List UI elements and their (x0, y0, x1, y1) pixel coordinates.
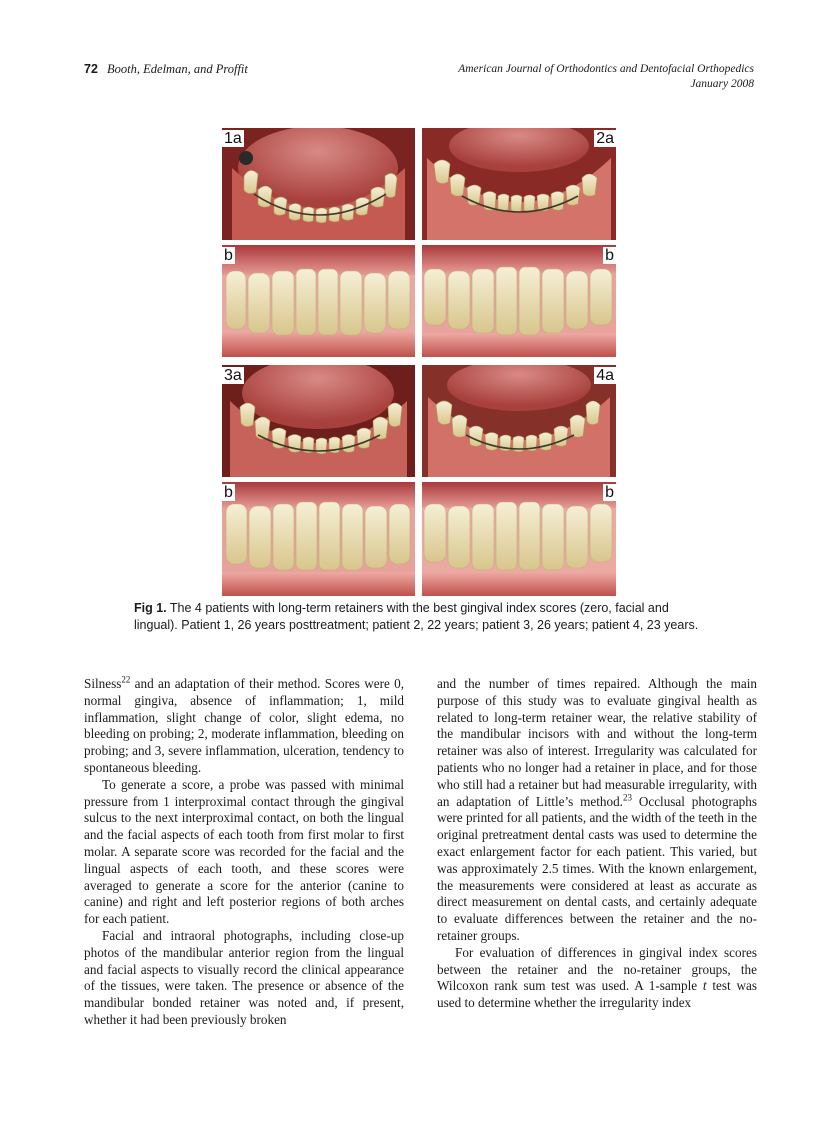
figure-1 (222, 128, 616, 608)
running-header-right (458, 62, 754, 92)
citation-ref: 23 (622, 792, 632, 803)
panel-label-2a: 2a (596, 130, 614, 147)
italic-t: t (702, 978, 707, 994)
citation-ref: 22 (121, 674, 131, 685)
photo-patient1-lingual (222, 128, 415, 240)
paragraph-text: Occlusal photographs were printed for all patients, and the width of the teeth in the original pretreatment dental casts was used to determine the exact enlargement factor for each patient. This varied, but was approximately 2.5 times. With the known enlargement, the measurements were considered at least as accurate as direct measurement on dental casts, and certainly adequate to evaluate differences between the retainer and the no-retainer groups. (437, 793, 757, 943)
panel-label-2b: b (605, 247, 614, 264)
header-authors: Booth, Edelman, and Proffit (107, 62, 248, 76)
panel-label-1b: b (224, 247, 233, 264)
page-number: 72 (84, 62, 98, 76)
photo-patient2-lingual (422, 128, 616, 240)
body-column-right (437, 676, 757, 1012)
paragraph (437, 945, 757, 1012)
paragraph-text: test was used to determine whether the irregularity index (437, 978, 757, 1011)
figure-caption (134, 600, 708, 634)
paragraph: To generate a score, a probe was passed with minimal pressure from 1 interproximal contact through the gingival sulcus to the next interproximal contact, on both the lingual and the facial aspects of each tooth from first molar to first molar. A separate score was recorded for the facial and the lingual aspects of each tooth, and these scores were averaged to generate a score for the anterior (canine to canine) and right and left posterior regions of both arches for each patient. (84, 776, 404, 927)
photo-patient3-lingual (222, 365, 415, 477)
panel-label-3a: 3a (224, 367, 242, 384)
panel-label-4a: 4a (596, 367, 614, 384)
figure-caption-label: Fig 1. (134, 601, 167, 615)
paragraph: Facial and intraoral photographs, including close-up photos of the mandibular anterior region from the lingual and facial aspects to visually record the clinical appearance of the tissues, were taken. The presence or absence of the mandibular bonded retainer was noted and, if present, whether it had been previously broken (84, 927, 404, 1027)
photo-patient1-facial (222, 245, 415, 357)
running-header-left (84, 62, 248, 77)
panel-label-4b: b (605, 484, 614, 501)
paragraph (84, 676, 404, 777)
paragraph (437, 676, 757, 945)
photo-patient2-facial (422, 245, 616, 357)
paragraph-text: and the number of times repaired. Although the main purpose of this study was to evaluate gingival health as related to long-term retainer wear, the relative stability of the mandibular incisors with and without the long-term retainer was also of interest. Irregularity was calculated for patients who no longer had a retainer in place, and for those who still had a retainer but had measurable irregularity, with an adaptation of Little’s method. (437, 676, 757, 809)
header-issue: January 2008 (690, 78, 754, 90)
paragraph-text: and an adaptation of their method. Scores were 0, normal gingiva, absence of inflammation; 1, mild inflammation, slight change of color, slight edema, no bleeding on probing; 2, moderate inflammation, bleeding on probing; and 3, severe inflammation, ulceration, tendency to spontaneous bleeding. (84, 676, 404, 775)
body-column-left (84, 676, 404, 1029)
photo-patient4-lingual (422, 365, 616, 477)
photo-patient4-facial (422, 482, 616, 596)
panel-label-3b: b (224, 484, 233, 501)
paragraph-text: Silness (84, 676, 122, 691)
photo-patient3-facial (222, 482, 415, 596)
header-journal: American Journal of Orthodontics and Dentofacial Orthopedics (458, 63, 754, 75)
panel-label-1a: 1a (224, 130, 242, 147)
paragraph-text: For evaluation of differences in gingival index scores between the retainer and the no-retainer groups, the Wilcoxon rank sum test was used. A 1-sample (437, 944, 757, 994)
figure-caption-text: The 4 patients with long-term retainers with the best gingival index scores (zero, facial and lingual). Patient 1, 26 years posttreatment; patient 2, 22 years; patient 3, 26 years; patient 4, 23 years. (134, 601, 699, 632)
